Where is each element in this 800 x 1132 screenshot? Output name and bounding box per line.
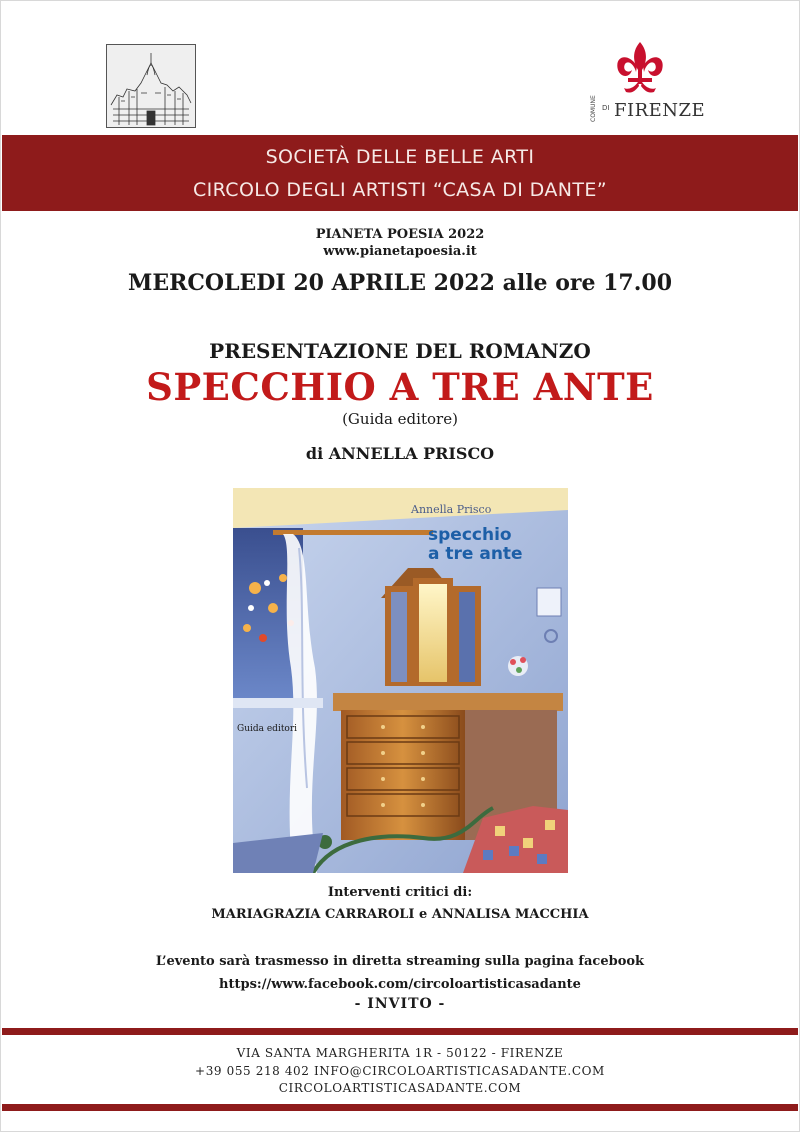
cover-publisher: Guida editori — [237, 724, 298, 734]
event-website: www.pianetapoesia.it — [323, 244, 477, 259]
event-series: PIANETA POESIA 2022 — [315, 227, 485, 242]
facebook-url: https://www.facebook.com/circoloartisticasadante — [219, 977, 581, 992]
fleur-de-lis-icon — [617, 42, 662, 93]
footer-rule-bottom — [2, 1104, 798, 1111]
book-cover — [233, 488, 568, 873]
critics-label: Interventi critici di: — [327, 885, 473, 900]
author-line: di ANNELLA PRISCO — [305, 444, 495, 463]
logo-di-text: DI — [602, 104, 610, 112]
publisher-note: (Guida editore) — [342, 410, 458, 428]
event-date: MERCOLEDI 20 APRILE 2022 alle ore 17.00 — [127, 270, 673, 296]
banner-line-1: SOCIETÀ DELLE BELLE ARTI — [265, 146, 535, 168]
critics-names: MARIAGRAZIA CARRAROLI e ANNALISA MACCHIA — [211, 907, 589, 922]
logo-comune-text: COMUNE — [590, 95, 597, 122]
footer-website: CIRCOLOARTISTICASADANTE.COM — [278, 1081, 522, 1095]
presentation-heading: PRESENTAZIONE DEL ROMANZO — [209, 339, 591, 363]
cover-author: Annella Prisco — [411, 503, 492, 516]
book-title: SPECCHIO A TRE ANTE — [146, 365, 654, 409]
banner-line-2: CIRCOLO DEGLI ARTISTI “CASA DI DANTE” — [192, 179, 608, 201]
streaming-notice: L’evento sarà trasmesso in diretta streaming sulla pagina facebook — [155, 954, 645, 969]
footer-contacts: +39 055 218 402 INFO@CIRCOLOARTISTICASADANTE.COM — [195, 1064, 605, 1078]
comune-firenze-logo — [588, 40, 706, 124]
city-sketch-logo — [106, 44, 196, 128]
footer-address: VIA SANTA MARGHERITA 1R - 50122 - FIRENZE — [236, 1046, 564, 1060]
cover-title-line-1: specchio — [428, 525, 512, 545]
cover-title-line-2: a tre ante — [428, 544, 523, 564]
footer-rule-top — [2, 1028, 798, 1035]
logo-firenze-text: FIRENZE — [614, 100, 706, 121]
invite-label: - INVITO - — [354, 996, 446, 1012]
